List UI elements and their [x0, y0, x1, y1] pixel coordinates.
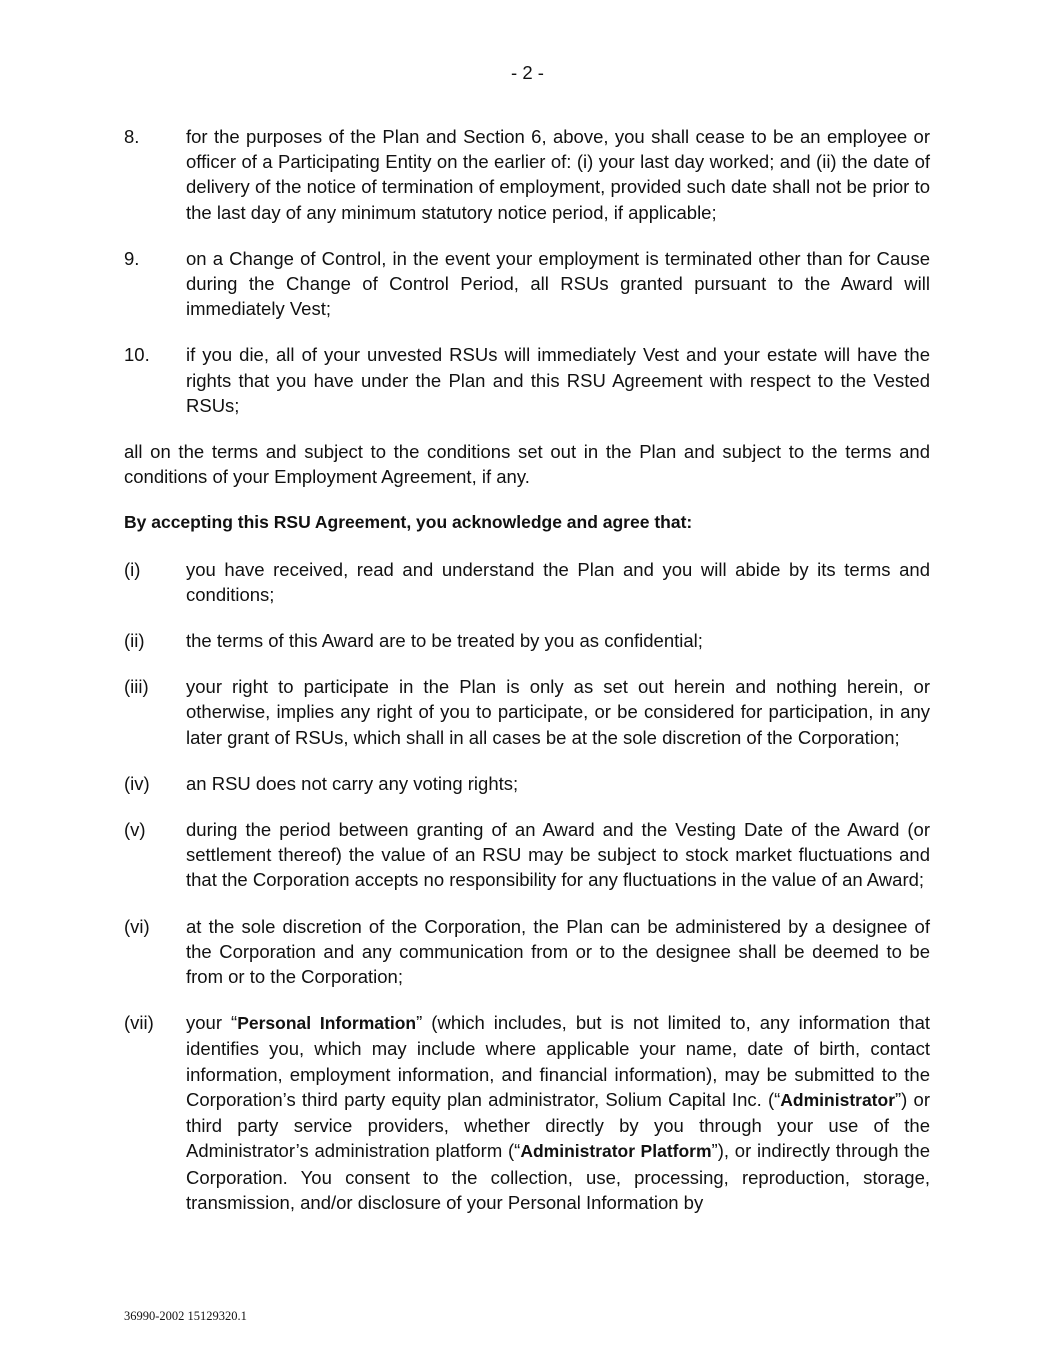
item-text: at the sole discretion of the Corporation, the Plan can be administered by a designee of the Corporation and any communication from or to the designee shall be deemed to be from or to the Corporation;: [186, 915, 930, 988]
item-text: during the period between granting of an Award and the Vesting Date of the Award (or settlement thereof) the value of an RSU may be subject to stock market fluctuations and that the Corporation accepts no responsibility for any fluctuations in the value of an Award;: [186, 819, 930, 891]
text-segment: ”), or indirectly through the Corporation. You consent to the collection, use, processing, reproduction, storage, transmission, and/or disclosure of your Personal Information by: [186, 1140, 931, 1213]
item-number: (i): [124, 558, 141, 580]
item-number: (ii): [124, 630, 145, 652]
item-number: (vi): [124, 915, 150, 937]
item-text: you have received, read and understand the Plan and you will abide by its terms and conditions;: [186, 558, 930, 605]
closing-paragraph: all on the terms and subject to the conditions set out in the Plan and subject to the terms and conditions of your Employment Agreement, if any.: [124, 441, 930, 488]
item-number: 8.: [124, 126, 140, 147]
text-segment: ”) or third party service providers, whether directly by you through your use of the Administrator’s administration platform (“: [186, 1088, 930, 1162]
list-item: [124, 914, 930, 990]
list-item: [124, 342, 930, 418]
item-text: an RSU does not carry any voting rights;: [186, 772, 519, 794]
item-text: on a Change of Control, in the event your employment is terminated other than for Cause during the Change of Control Period, all RSUs granted pursuant to the Award will immediately Vest;: [186, 247, 930, 320]
text-segment: ” (which includes, but is not limited to, any information that identifies you, which may include where applicable your name, date of birth, contact information, employment information, and financial information), may be submitted to the Corporation’s third party equity plan administrator, Solium Capital Inc. (“: [186, 1012, 931, 1110]
list-item: [124, 674, 930, 750]
list-item: [124, 771, 930, 796]
item-number: 9.: [124, 247, 140, 269]
item-text: the terms of this Award are to be treated by you as confidential;: [186, 630, 703, 652]
list-item: [124, 124, 930, 225]
list-item: [124, 246, 930, 322]
item-text: for the purposes of the Plan and Section 6, above, you shall cease to be an employee or officer of a Participating Entity on the earlier of: (i) your last day worked; and (ii) the date of delivery of the notice of termination of employment, provided such date shall not be prior to the last day of any minimum statutory notice period, if applicable;: [186, 126, 930, 223]
defined-term-personal-information: Personal Information: [237, 1013, 417, 1034]
defined-term-administrator: Administrator: [780, 1089, 896, 1110]
item-number: (iv): [124, 772, 150, 794]
defined-term-administrator-platform: Administrator Platform: [520, 1141, 712, 1162]
document-footer-code: 36990-2002 15129320.1: [124, 1309, 247, 1323]
item-number: (v): [124, 819, 146, 841]
text-segment: your “: [186, 1012, 238, 1034]
document-body: [124, 124, 930, 1236]
item-text: your right to participate in the Plan is only as set out herein and nothing herein, or otherwise, implies any right of you to participate, or be considered for participation, in any later grant of RSUs, which shall in all cases be at the sole discretion of the Corporation;: [186, 676, 930, 748]
list-item: [124, 557, 930, 607]
item-text: [186, 1010, 930, 1215]
list-item-personal-information: [124, 1010, 930, 1215]
list-item: [124, 817, 930, 893]
item-number: (vii): [124, 1012, 154, 1034]
item-text: if you die, all of your unvested RSUs will immediately Vest and your estate will have the rights that you have under the Plan and this RSU Agreement with respect to the Vested RSUs;: [186, 344, 930, 416]
list-item: [124, 628, 930, 653]
item-number: (iii): [124, 676, 149, 698]
page-number: - 2 -: [511, 62, 544, 83]
acknowledge-heading: By accepting this RSU Agreement, you acknowledge and agree that:: [124, 512, 693, 533]
item-number: 10.: [124, 344, 150, 366]
